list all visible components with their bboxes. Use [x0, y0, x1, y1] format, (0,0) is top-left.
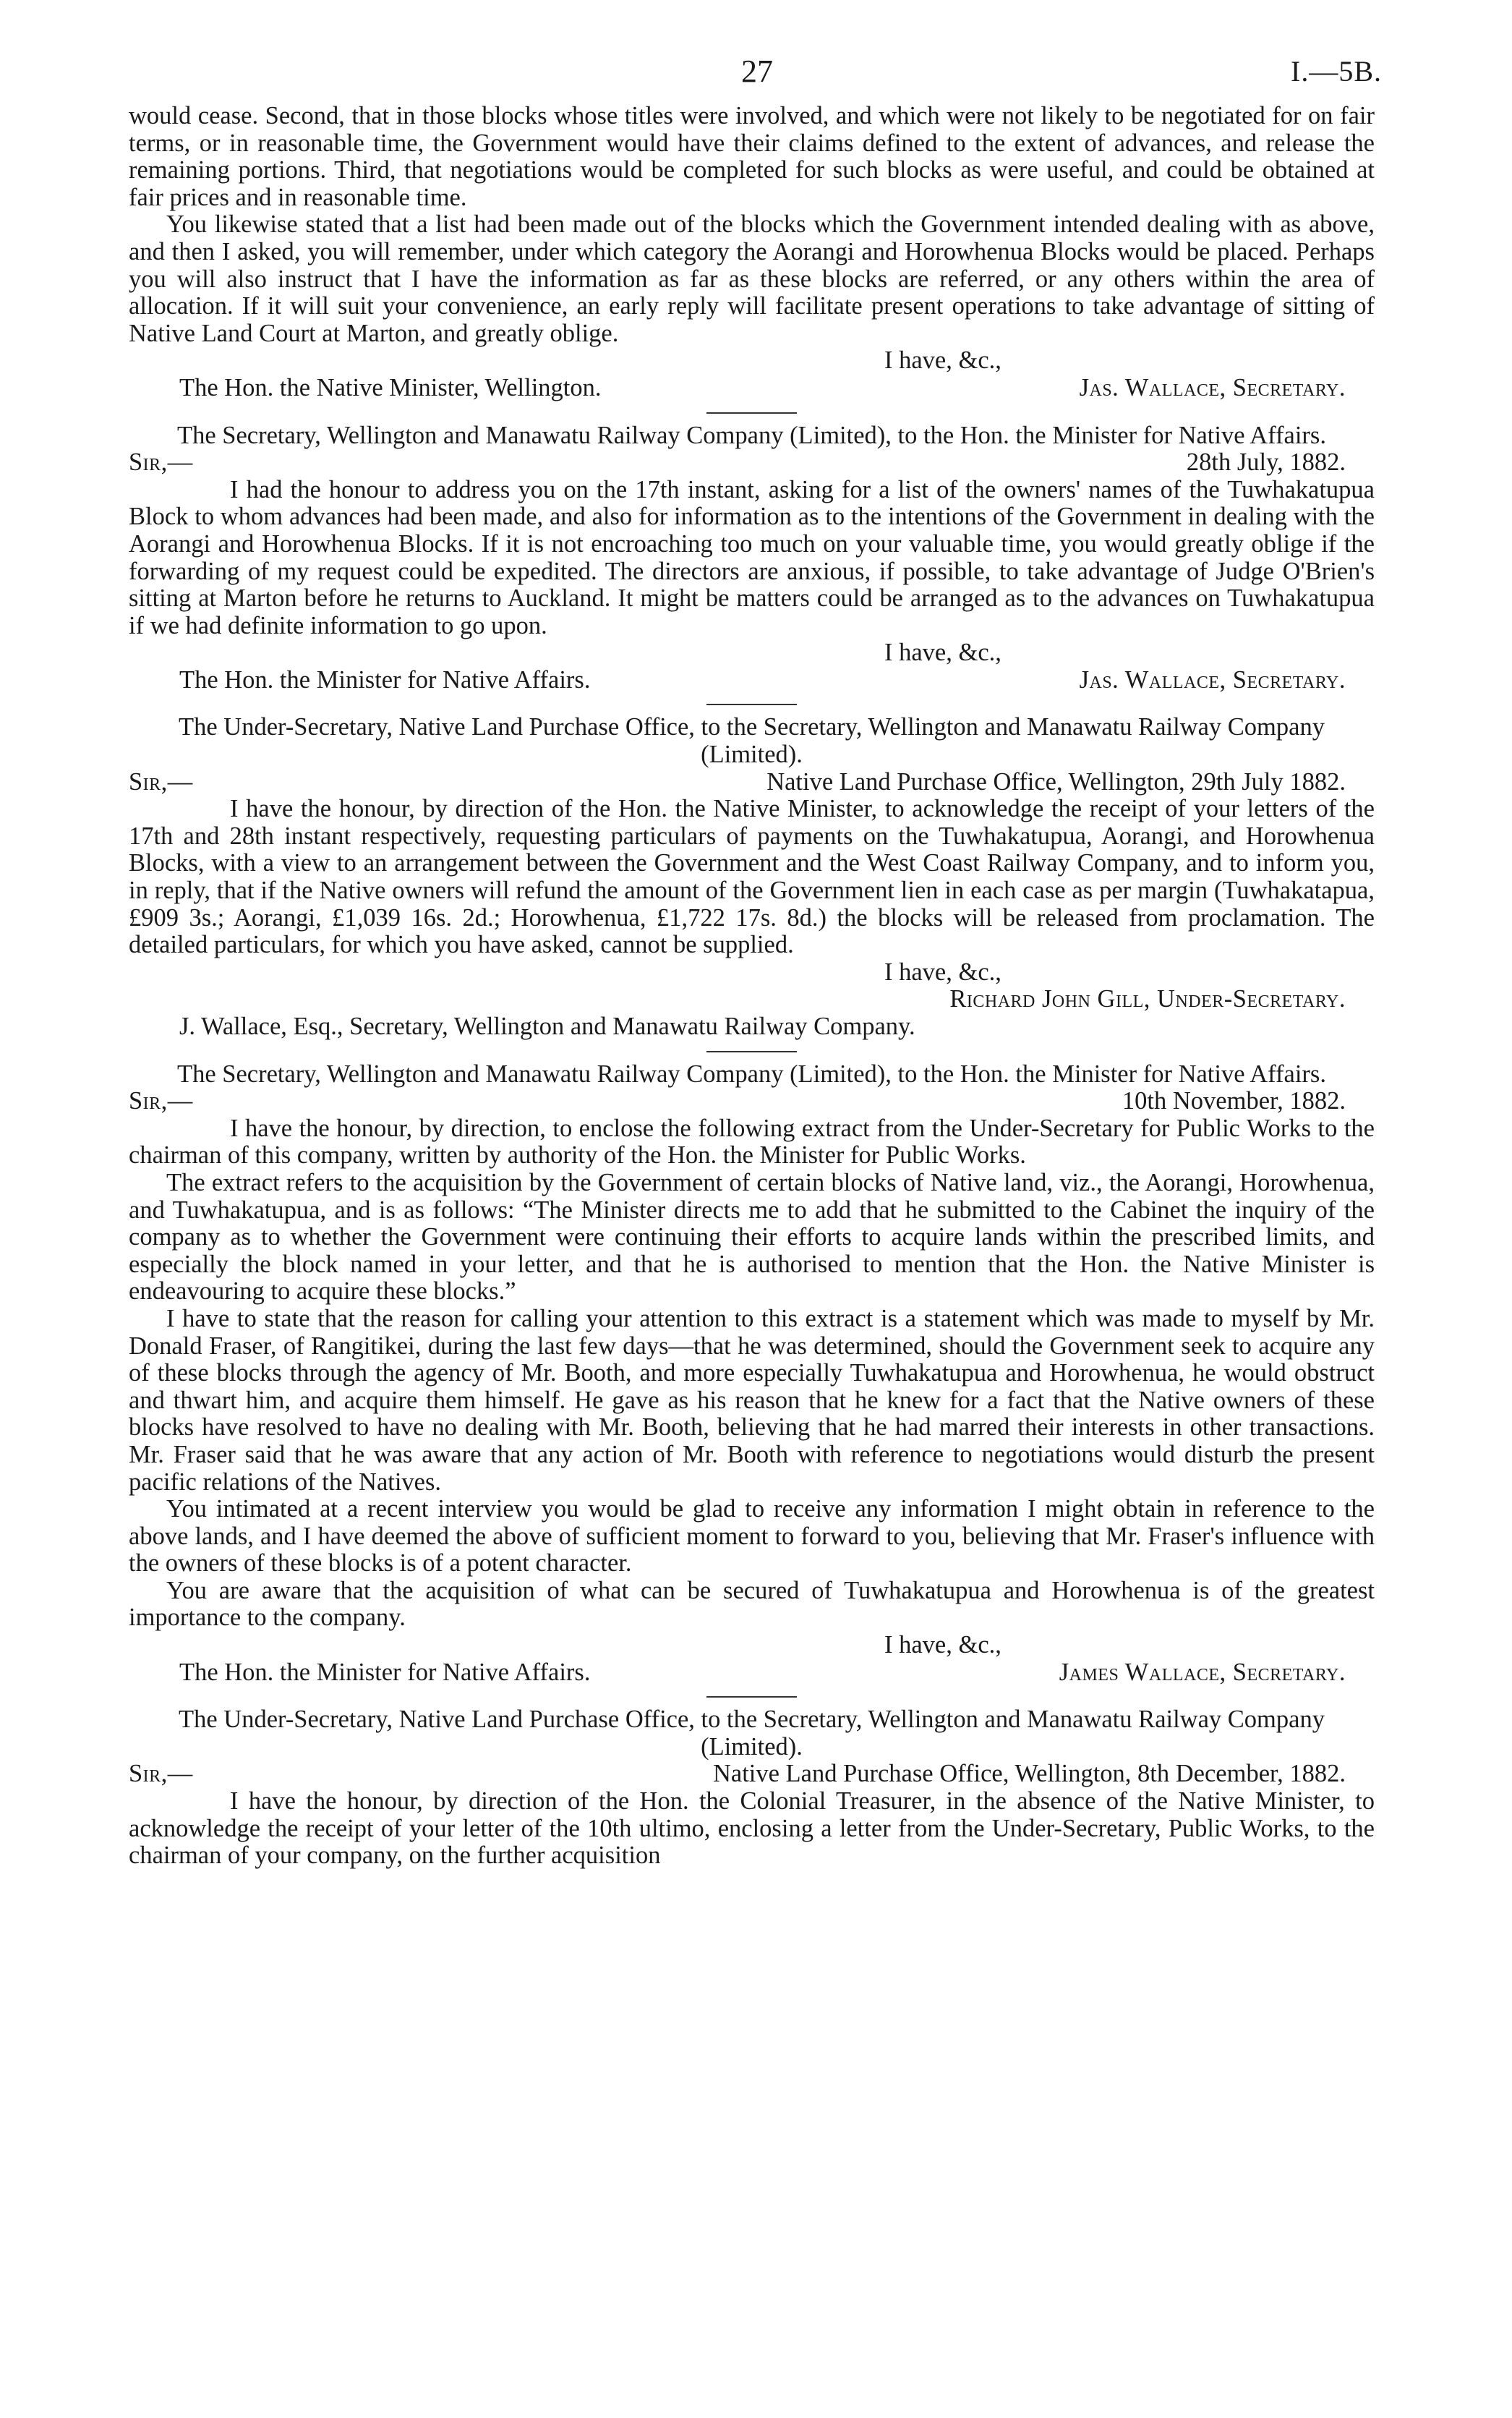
addressee: The Hon. the Minister for Native Affairs. [179, 1658, 591, 1686]
letter-heading: The Secretary, Wellington and Manawatu Railway Company (Limited), to the Hon. the Minister for Native Affairs. [177, 1060, 1326, 1088]
letter-continued [129, 103, 1375, 402]
salutation: Sir,— [129, 1760, 193, 1788]
signature-row [129, 1659, 1375, 1687]
page-number: 27 [741, 54, 773, 89]
signature-row [129, 667, 1375, 694]
paragraph: I have the honour, by direction of the Hon. the Colonial Treasurer, in the absence of the Native Minister, to acknowledge the receipt of your letter of the 10th ultimo, enclosing a letter from the Under-Secretary, Public Works, to the chairman of your company, on the further acquisition [129, 1787, 1375, 1870]
divider [706, 412, 797, 414]
salutation-row [129, 1761, 1375, 1788]
letter [129, 1706, 1375, 1870]
letter [129, 714, 1375, 1040]
paragraph: You are aware that the acquisition of what can be secured of Tuwhakatupua and Horowhenua is of the greatest importance to the company. [129, 1576, 1375, 1632]
closing: I have, &c., [884, 958, 1001, 986]
letter-date: 10th November, 1882. [1122, 1087, 1346, 1115]
divider [706, 704, 797, 705]
addressee: J. Wallace, Esq., Secretary, Wellington and Manawatu Railway Company. [179, 1013, 915, 1040]
closing: I have, &c., [884, 1631, 1001, 1659]
salutation-row [129, 449, 1375, 477]
letter-date: Native Land Purchase Office, Wellington, 29th July 1882. [766, 767, 1346, 796]
document-reference: I.—5B. [1291, 55, 1382, 88]
letter [129, 422, 1375, 694]
letter-heading: The Under-Secretary, Native Land Purchase Office, to the Secretary, Wellington and Manawatu Railway Company (Limited). [179, 1706, 1325, 1761]
salutation: Sir,— [129, 448, 193, 477]
paragraph: You intimated at a recent interview you would be glad to receive any information I might obtain in reference to the above lands, and I have deemed the above of sufficient moment to forward to you, believing that Mr. Fraser's influence with the owners of these blocks is of a potent character. [129, 1495, 1375, 1578]
paragraph: I have to state that the reason for calling your attention to this extract is a statement which was made to myself by Mr. Donald Fraser, of Rangitikei, during the last few days—that he was determined, should the Government seek to acquire any of these blocks through the agency of Mr. Booth, and more especially Tuwhakatupua and Horowhenua, he would obstruct and thwart him, and acquire them himself. He gave as his reason that he knew for a fact that the Native owners of these blocks have resolved to have no dealing with Mr. Booth, believing that he had marred their interests in other transactions. Mr. Fraser said that he was aware that any action of Mr. Booth with reference to negotiations would disturb the present pacific relations of the Natives. [129, 1304, 1375, 1496]
signature: Jas. Wallace, Secretary. [1079, 373, 1346, 401]
paragraph: I have the honour, by direction of the Hon. the Native Minister, to acknowledge the receipt of your letters of the 17th and 28th instant respectively, requesting particulars of payments on the Tuwhakatupua, Aorangi, and Horowhenua Blocks, with a view to an arrangement between the Government and the West Coast Railway Company, and to inform you, in reply, that if the Native owners will refund the amount of the Government lien in each case as per margin (Tuwhakatapua, £909 3s.; Aorangi, £1,039 16s. 2d.; Horowhenua, £1,722 17s. 8d.) the blocks will be released from proclamation. The detailed particulars, for which you have asked, cannot be supplied. [129, 795, 1375, 959]
letter-date: Native Land Purchase Office, Wellington, 8th December, 1882. [712, 1760, 1346, 1788]
paragraph: I have the honour, by direction, to enclose the following extract from the Under-Secretary for Public Works to the chairman of this company, written by authority of the Hon. the Minister for Public Works. [129, 1114, 1375, 1170]
paragraph: The extract refers to the acquisition by the Government of certain blocks of Native land, viz., the Aorangi, Horowhenua, and Tuwhakatupua, and is as follows: “The Minister directs me to add that he submitted to the Cabinet the inquiry of the company as to whether the Government were continuing their efforts to acquire lands within the prescribed limits, and especially the block named in your letter, and that he is authorised to mention that the Hon. the Native Minister is endeavouring to acquire these blocks.” [129, 1168, 1375, 1306]
signature: Richard John Gill, Under-Secretary. [949, 985, 1346, 1013]
salutation-row [129, 769, 1375, 796]
salutation: Sir,— [129, 1087, 193, 1115]
paragraph: You likewise stated that a list had been made out of the blocks which the Government intended dealing with as above, and then I asked, you will remember, under which category the Aorangi and Horowhenua Blocks would be placed. Perhaps you will also instruct that I have the information as far as these blocks are referred, or any others within the area of allocation. If it will suit your convenience, an early reply will facilitate present operations to take advantage of sitting of Native Land Court at Marton, and greatly oblige. [129, 210, 1375, 347]
signature-row [129, 375, 1375, 402]
divider [706, 1051, 797, 1052]
addressee: The Hon. the Minister for Native Affairs. [179, 665, 591, 694]
signature: James Wallace, Secretary. [1059, 1658, 1346, 1686]
closing: I have, &c., [884, 639, 1001, 667]
letter-date: 28th July, 1882. [1186, 448, 1346, 477]
salutation-row [129, 1088, 1375, 1115]
divider [706, 1696, 797, 1698]
addressee: The Hon. the Native Minister, Wellington. [179, 373, 602, 401]
letter-heading: The Secretary, Wellington and Manawatu Railway Company (Limited), to the Hon. the Minister for Native Affairs. [177, 421, 1326, 449]
letter [129, 1061, 1375, 1687]
paragraph: I had the honour to address you on the 17th instant, asking for a list of the owners' names of the Tuwhakatupua Block to whom advances had been made, and also for information as to the intentions of the Government in dealing with the Aorangi and Horowhenua Blocks. If it is not encroaching too much on your valuable time, you would greatly oblige if the forwarding of my request could be expedited. The directors are anxious, if possible, to take advantage of Judge O'Brien's sitting at Marton before he returns to Auckland. It might be matters could be arranged as to the advances on Tuwhakatupua if we had definite information to go upon. [129, 475, 1375, 639]
letter-heading: The Under-Secretary, Native Land Purchase Office, to the Secretary, Wellington and Manawatu Railway Company (Limited). [179, 713, 1325, 769]
page-header [129, 54, 1382, 103]
paragraph: would cease. Second, that in those blocks whose titles were involved, and which were not likely to be negotiated for on fair terms, or in reasonable time, the Government would have their claims defined to the extent of advances, and release the remaining portions. Third, that negotiations would be completed for such blocks as were useful, and could be obtained at fair prices and in reasonable time. [129, 102, 1375, 211]
salutation: Sir,— [129, 767, 193, 796]
closing: I have, &c., [884, 346, 1001, 375]
signature: Jas. Wallace, Secretary. [1079, 665, 1346, 694]
